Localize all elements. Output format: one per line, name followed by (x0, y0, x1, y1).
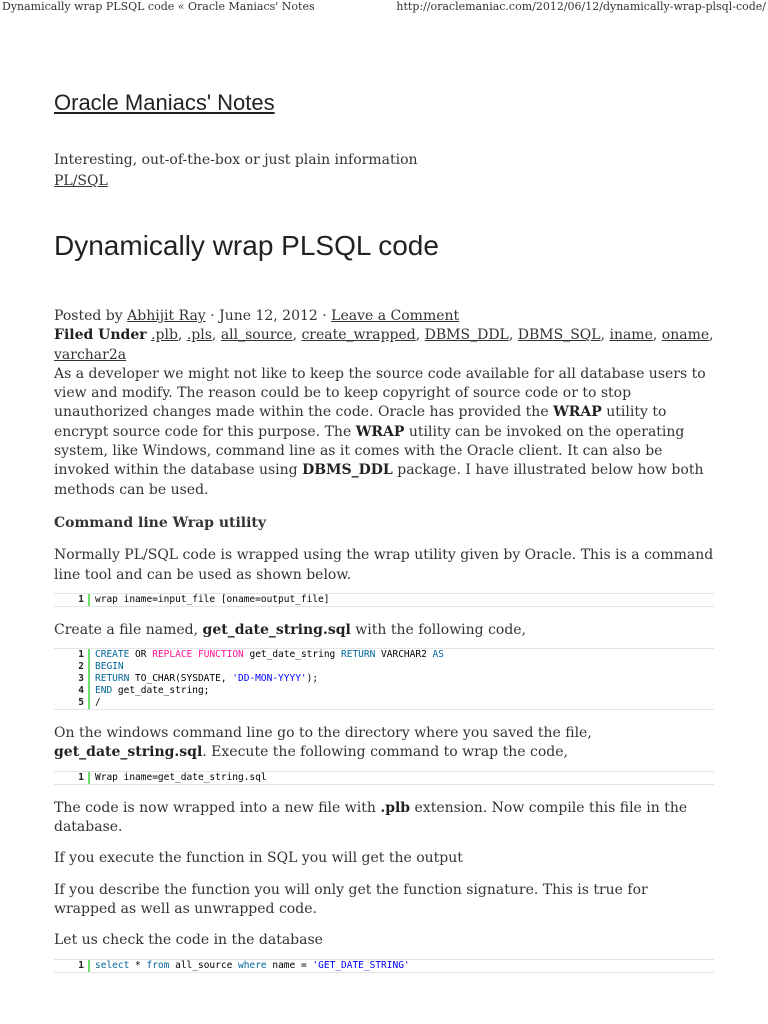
code-line: 4 END get_date_string; (54, 685, 714, 697)
tag-link-dbms-sql[interactable]: DBMS_SQL (517, 327, 601, 344)
post-meta (54, 307, 714, 326)
tag-link-dbms-ddl[interactable]: DBMS_DDL (424, 327, 509, 344)
tag-link-create-wrapped[interactable]: create_wrapped (301, 327, 416, 344)
filed-under-label: Filed Under (54, 327, 147, 344)
site-title-link[interactable]: Oracle Maniacs' Notes (54, 90, 275, 115)
paragraph: Normally PL/SQL code is wrapped using the wrap utility given by Oracle. This is a command line tool and can be used as shown below. (54, 547, 714, 583)
paragraph: Create a file named, get_date_string.sql with the following code, (54, 621, 527, 638)
filed-under: Filed Under .plb, .pls, all_source, create_wrapped, DBMS_DDL, DBMS_SQL, iname, oname, varchar2a (54, 327, 714, 363)
tag-link-oname[interactable]: oname (661, 327, 710, 344)
paragraph: The code is now wrapped into a new file with .plb extension. Now compile this file in the database. (54, 799, 688, 836)
code-line: 2 BEGIN (54, 661, 714, 673)
meta-separator: · (210, 308, 215, 324)
meta-separator: · (322, 308, 327, 324)
post-content (54, 307, 714, 987)
code-block (54, 593, 714, 607)
code-line: 5 / (54, 697, 714, 709)
code-line: 3 RETURN TO_CHAR(SYSDATE, 'DD-MON-YYYY'); (54, 673, 714, 685)
leave-comment-link[interactable]: Leave a Comment (331, 308, 460, 324)
post-date: June 12, 2012 (219, 308, 318, 324)
code-line: 1 CREATE OR REPLACE FUNCTION get_date_string RETURN VARCHAR2 AS (54, 649, 714, 661)
paragraph: If you execute the function in SQL you will get the output (54, 850, 463, 867)
paragraph: On the windows command line go to the directory where you saved the file, get_date_string.sql. Execute the following command to wrap the code, (54, 725, 592, 761)
section-heading: Command line Wrap utility (54, 514, 267, 531)
tag-link-varchar2a[interactable]: varchar2a (54, 346, 127, 363)
code-block (54, 771, 714, 785)
paragraph: Let us check the code in the database (54, 932, 323, 949)
browser-page-title: Dynamically wrap PLSQL code « Oracle Maniacs' Notes (2, 0, 315, 13)
category-link[interactable]: PL/SQL (54, 173, 108, 189)
code-line: 1 wrap iname=input_file [oname=output_file] (54, 594, 714, 606)
tag-link-iname[interactable]: iname (609, 327, 653, 344)
browser-url: http://oraclemaniac.com/2012/06/12/dynamically-wrap-plsql-code/ (396, 0, 766, 13)
code-block (54, 959, 714, 973)
tag-link-plb[interactable]: .plb (151, 327, 178, 344)
tag-link-pls[interactable]: .pls (186, 327, 212, 344)
intro-paragraph: As a developer we might not like to keep the source code available for all database users to view and modify. The reason could be to keep copyright of source code or to stop unauthorized changes made within the code. Oracle has provided the WRAP utility to encrypt source code for this purpose. The WRAP utility can be invoked on the operating system, like Windows, command line as it comes with the Oracle client. It can also be invoked within the database using DBMS_DDL package. I have illustrated below how both methods can be used. (54, 365, 706, 498)
site-tagline: Interesting, out-of-the-box or just plain information (54, 152, 418, 168)
post-title: Dynamically wrap PLSQL code (54, 230, 439, 261)
paragraph: If you describe the function you will only get the function signature. This is true for wrapped as well as unwrapped code. (54, 881, 648, 917)
tag-link-all-source[interactable]: all_source (220, 327, 293, 344)
code-line: 1 Wrap iname=get_date_string.sql (54, 772, 714, 784)
code-block (54, 648, 714, 710)
author-link[interactable]: Abhijit Ray (127, 308, 206, 324)
posted-by-label: Posted by (54, 308, 123, 324)
code-line: 1 select * from all_source where name = 'GET_DATE_STRING' (54, 960, 714, 972)
